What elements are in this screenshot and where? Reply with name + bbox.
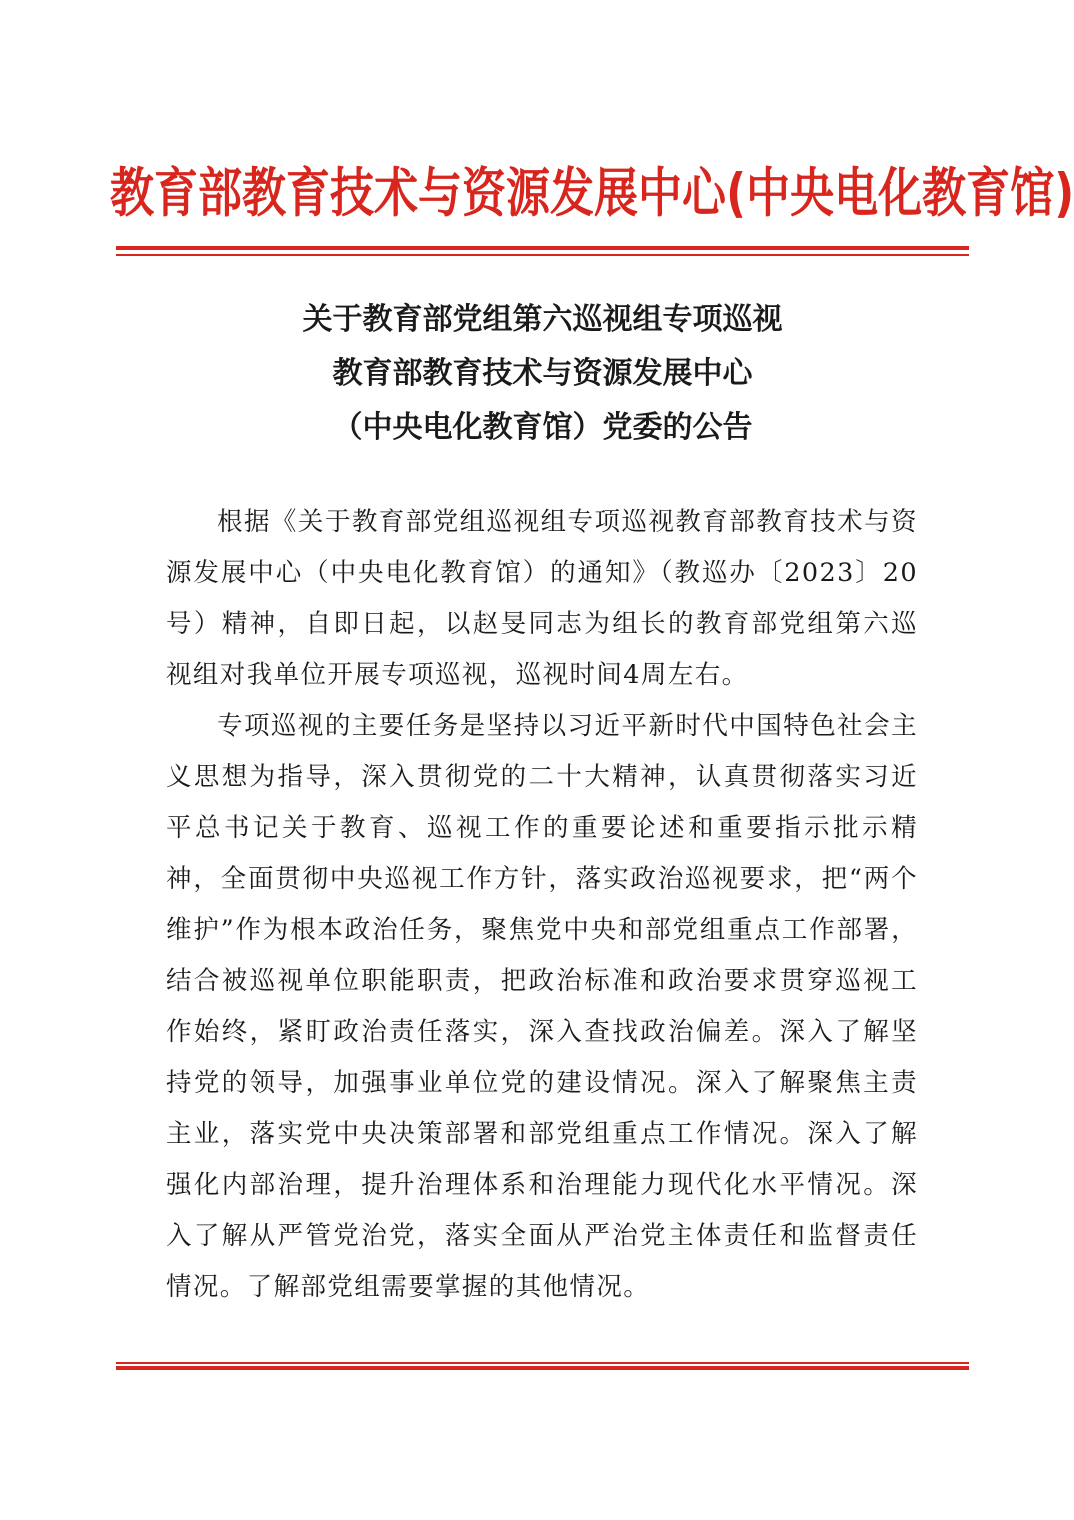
divider-thick-line (116, 1366, 969, 1370)
title-line-1: 关于教育部党组第六巡视组专项巡视 (302, 302, 783, 337)
document-title (116, 293, 969, 455)
divider-thick-line (116, 246, 969, 250)
document-body (166, 497, 918, 1313)
footer-divider (116, 1362, 969, 1372)
body-paragraph-2: 专项巡视的主要任务是坚持以习近平新时代中国特色社会主义思想为指导，深入贯彻党的二十大精神，认真贯彻落实习近平总书记关于教育、巡视工作的重要论述和重要指示批示精神，全面贯彻中央巡视工作方针，落实政治巡视要求，把“两个维护”作为根本政治任务，聚焦党中央和部党组重点工作部署，结合被巡视单位职能职责，把政治标准和政治要求贯穿巡视工作始终，紧盯政治责任落实，深入查找政治偏差。深入了解坚持党的领导，加强事业单位党的建设情况。深入了解聚焦主责主业，落实党中央决策部署和部党组重点工作情况。深入了解强化内部治理，提升治理体系和治理能力现代化水平情况。深入了解从严管党治党，落实全面从严治党主体责任和监督责任情况。了解部党组需要掌握的其他情况。 (166, 711, 918, 1302)
divider-thin-line (116, 1362, 969, 1364)
masthead-divider (116, 246, 969, 256)
masthead-title: 教育部教育技术与资源发展中心(中央电化教育馆) (110, 163, 1074, 225)
body-paragraph-1: 根据《关于教育部党组巡视组专项巡视教育部教育技术与资源发展中心（中央电化教育馆）的通知》（教巡办〔2023〕20号）精神，自即日起，以赵旻同志为组长的教育部党组第六巡视组对我单位开展专项巡视，巡视时间4周左右。 (166, 507, 918, 690)
title-line-2: 教育部教育技术与资源发展中心 (332, 356, 753, 391)
divider-thin-line (116, 254, 969, 256)
title-line-3: （中央电化教育馆）党委的公告 (332, 410, 753, 445)
